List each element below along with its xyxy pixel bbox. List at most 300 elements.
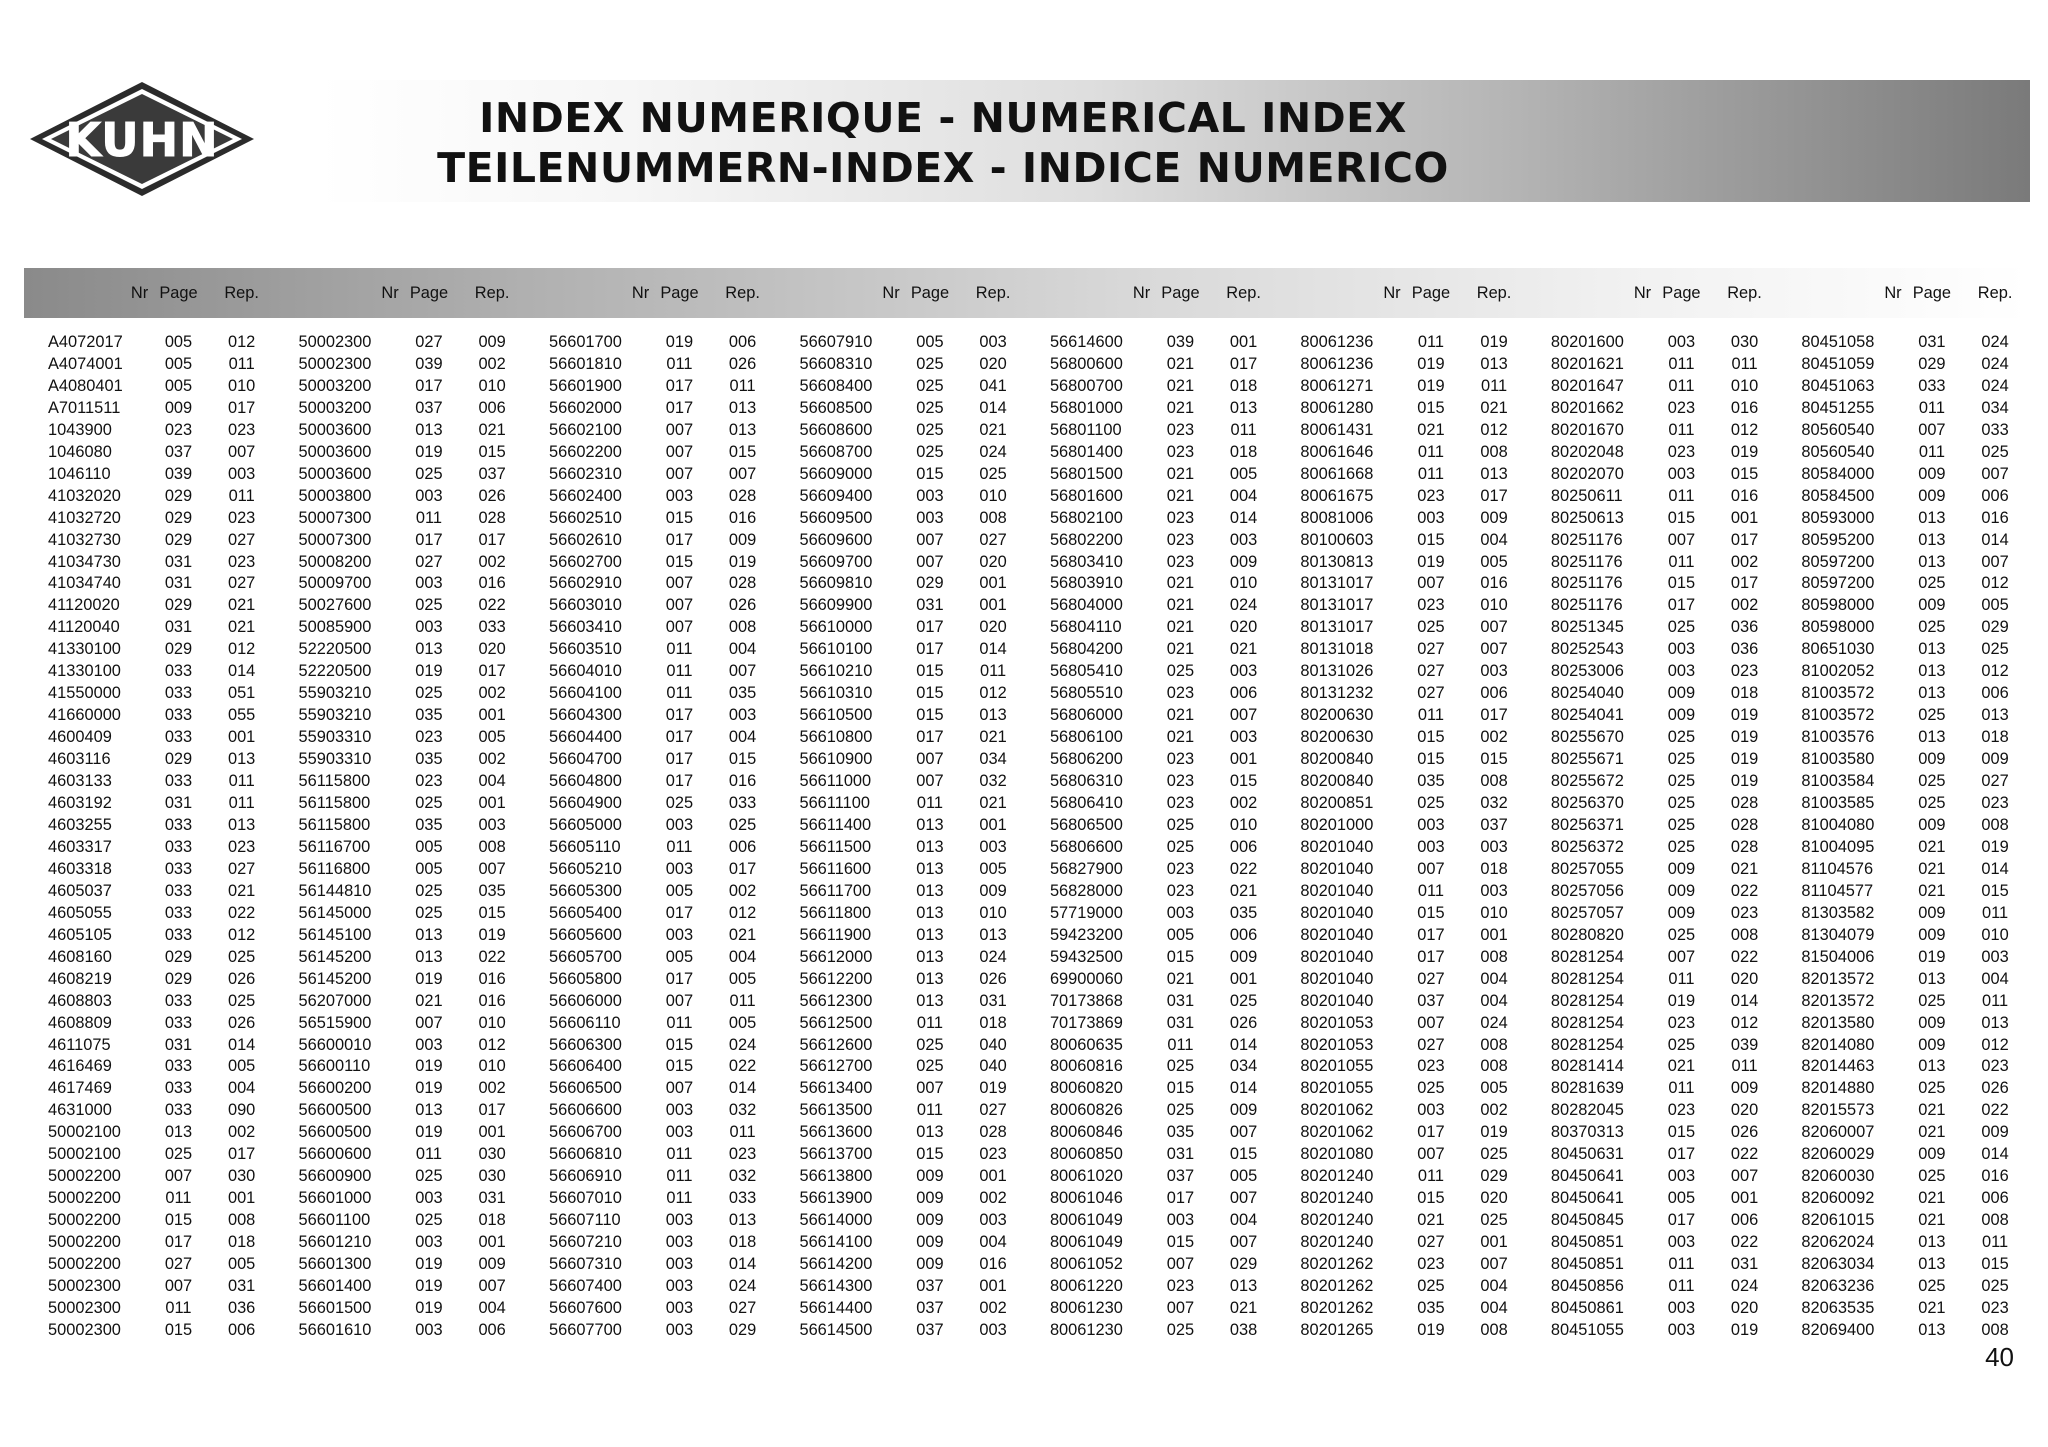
part-number-cell: 50002300 [298, 333, 372, 351]
rep-cell: 010 [1730, 376, 1759, 395]
rep-cell: 014 [1981, 859, 2009, 878]
page-cell: 013 [1918, 969, 1946, 988]
rep-cell: 028 [478, 508, 506, 527]
page-cell: 027 [1417, 1233, 1445, 1252]
part-number-cell: 80598000 [1801, 618, 1875, 637]
page-cell: 029 [164, 947, 193, 966]
part-number-cell: 56608700 [799, 442, 873, 461]
page-cell: 039 [415, 354, 443, 373]
page-cell: 007 [665, 991, 694, 1010]
page-cell: 021 [1417, 1211, 1445, 1230]
part-number-cell: 56144810 [298, 881, 372, 900]
part-number-cell: 1046080 [48, 442, 112, 461]
rep-cell: 035 [1229, 903, 1258, 922]
rep-cell: 006 [1981, 486, 2009, 505]
rep-cell: 022 [1730, 881, 1759, 900]
part-number-cell: 56828000 [1049, 881, 1123, 900]
part-number-cell: 56612600 [799, 1035, 873, 1054]
rep-cell: 014 [227, 1035, 256, 1054]
part-number-cell: A7011511 [48, 398, 121, 417]
rep-cell: 023 [227, 420, 256, 439]
page-cell: 025 [916, 376, 944, 395]
rep-cell: 011 [1982, 903, 2009, 922]
rep-cell: 004 [1229, 1211, 1258, 1230]
page-cell: 015 [916, 662, 944, 681]
part-number-cell: 4600409 [48, 728, 112, 747]
rep-cell: 007 [1229, 1123, 1258, 1142]
part-number-cell: 50002200 [48, 1255, 121, 1274]
rep-cell: 030 [1730, 333, 1759, 351]
part-number-cell: 80061271 [1300, 376, 1374, 395]
page-cell: 003 [1667, 464, 1696, 483]
rep-cell: 008 [1981, 815, 2009, 834]
page-cell: 007 [415, 1013, 443, 1032]
page-cell: 033 [164, 1079, 193, 1098]
part-number-cell: 56802200 [1049, 530, 1123, 549]
rep-cell: 022 [1730, 1145, 1759, 1164]
rep-cell: 003 [979, 1320, 1007, 1339]
rep-cell: 012 [1981, 574, 2009, 593]
page-cell: 017 [665, 903, 694, 922]
page-cell: 025 [1667, 772, 1696, 791]
page-cell: 025 [1166, 662, 1195, 681]
part-number-cell: 50007300 [298, 508, 372, 527]
rep-cell: 026 [1981, 1079, 2009, 1098]
part-number-cell: 56803910 [1049, 574, 1123, 593]
part-number-cell: 80200840 [1300, 772, 1374, 791]
page-cell: 019 [415, 662, 443, 681]
table-row [24, 881, 2028, 903]
page-cell: 015 [665, 1057, 694, 1076]
page-cell: 025 [1918, 618, 1946, 637]
part-number-cell: 56614500 [799, 1320, 873, 1339]
rep-cell: 015 [1480, 750, 1508, 769]
rep-cell: 020 [979, 618, 1007, 637]
part-number-cell: 50002100 [48, 1145, 121, 1164]
part-number-cell: 80060820 [1049, 1079, 1123, 1098]
rep-cell: 009 [1229, 552, 1258, 571]
rep-cell: 005 [1229, 464, 1258, 483]
page-cell: 019 [1417, 552, 1445, 571]
rep-cell: 006 [1229, 837, 1258, 856]
page-cell: 005 [916, 333, 944, 351]
rep-cell: 019 [728, 552, 757, 571]
rep-cell: 007 [478, 859, 506, 878]
rep-cell: 027 [227, 530, 256, 549]
table-row [24, 1232, 2028, 1254]
page-cell: 015 [665, 508, 694, 527]
page-cell: 029 [164, 486, 193, 505]
table-row [24, 859, 2028, 881]
part-number-cell: 80201662 [1550, 398, 1624, 417]
rep-cell: 007 [728, 464, 757, 483]
part-number-cell: 80593000 [1801, 508, 1875, 527]
part-number-cell: 56606700 [548, 1123, 622, 1142]
rep-cell: 021 [1480, 398, 1508, 417]
rep-cell: 014 [1730, 991, 1759, 1010]
rep-cell: 030 [478, 1145, 506, 1164]
part-number-cell: 56602700 [548, 552, 622, 571]
rep-cell: 026 [478, 486, 506, 505]
table-row [24, 815, 2028, 837]
rep-cell: 026 [1730, 1123, 1759, 1142]
rep-cell: 021 [1730, 859, 1759, 878]
rep-cell: 019 [1981, 837, 2009, 856]
rep-cell: 011 [980, 662, 1007, 681]
page-cell: 009 [164, 398, 193, 417]
page-cell: 033 [164, 815, 193, 834]
page-cell: 033 [164, 881, 193, 900]
page-cell: 013 [415, 1101, 443, 1120]
part-number-cell: 50003600 [298, 464, 372, 483]
page-cell: 029 [164, 508, 193, 527]
part-number-cell: 82069400 [1801, 1320, 1875, 1339]
part-number-cell: 82060092 [1801, 1189, 1875, 1208]
part-number-cell: 56614400 [799, 1298, 873, 1317]
rep-cell: 017 [227, 398, 256, 417]
page-cell: 009 [1918, 596, 1946, 615]
rep-cell: 031 [1730, 1255, 1759, 1274]
rep-cell: 003 [979, 1211, 1007, 1230]
rep-cell: 025 [227, 947, 256, 966]
rep-cell: 007 [1480, 640, 1508, 659]
page-cell: 017 [1417, 925, 1445, 944]
part-number-cell: 50002300 [48, 1298, 121, 1317]
page-cell: 015 [916, 1145, 944, 1164]
part-number-cell: 80201062 [1300, 1101, 1374, 1120]
page-cell: 023 [1667, 398, 1696, 417]
page-cell: 011 [1417, 881, 1444, 900]
page-cell: 021 [1918, 1101, 1946, 1120]
page-cell: 035 [415, 750, 443, 769]
rep-cell: 005 [478, 728, 506, 747]
part-number-cell: 50002300 [48, 1320, 121, 1339]
page-cell: 017 [1417, 947, 1445, 966]
part-number-cell: 56604900 [548, 794, 622, 813]
page-cell: 025 [1918, 1276, 1946, 1295]
page-cell: 023 [1417, 1057, 1445, 1076]
page-cell: 015 [164, 1320, 193, 1339]
part-number-cell: 4603133 [48, 772, 112, 791]
rep-cell: 012 [979, 684, 1007, 703]
column-header-page: Page [1662, 283, 1701, 302]
rep-cell: 008 [1480, 1320, 1508, 1339]
page-cell: 005 [1166, 925, 1195, 944]
rep-cell: 015 [1730, 464, 1759, 483]
part-number-cell: 56612000 [799, 947, 873, 966]
part-number-cell: 50002200 [48, 1189, 121, 1208]
part-number-cell: 80202070 [1550, 464, 1624, 483]
rep-cell: 022 [1229, 859, 1258, 878]
rep-cell: 009 [728, 530, 757, 549]
table-row [24, 947, 2028, 969]
rep-cell: 020 [478, 640, 506, 659]
page-cell: 025 [1667, 618, 1696, 637]
rep-cell: 008 [478, 837, 506, 856]
page-cell: 025 [1166, 1057, 1195, 1076]
page-cell: 023 [1166, 750, 1195, 769]
table-row [24, 639, 2028, 661]
rep-cell: 001 [478, 1233, 506, 1252]
part-number-cell: 80201040 [1300, 881, 1374, 900]
rep-cell: 032 [1480, 794, 1508, 813]
page-cell: 023 [1667, 442, 1696, 461]
rep-cell: 004 [1480, 969, 1508, 988]
rep-cell: 004 [227, 1079, 256, 1098]
rep-cell: 019 [979, 1079, 1007, 1098]
page-cell: 007 [665, 420, 694, 439]
table-row [24, 991, 2028, 1013]
page-cell: 003 [665, 1211, 694, 1230]
rep-cell: 018 [728, 1233, 757, 1252]
page-cell: 037 [916, 1298, 944, 1317]
part-number-cell: 56602510 [548, 508, 622, 527]
page-cell: 003 [415, 1233, 443, 1252]
rep-cell: 007 [1981, 464, 2009, 483]
page-cell: 013 [916, 859, 944, 878]
rep-cell: 004 [1981, 969, 2009, 988]
page-cell: 007 [1417, 574, 1445, 593]
part-number-cell: 56602000 [548, 398, 622, 417]
page-cell: 029 [164, 969, 193, 988]
rep-cell: 002 [979, 1189, 1007, 1208]
part-number-cell: 80201262 [1300, 1276, 1374, 1295]
part-number-cell: 80255670 [1550, 728, 1624, 747]
page-cell: 021 [1918, 881, 1946, 900]
rep-cell: 002 [478, 1079, 506, 1098]
page-cell: 021 [1166, 596, 1195, 615]
rep-cell: 037 [1480, 815, 1508, 834]
part-number-cell: 56602200 [548, 442, 622, 461]
rep-cell: 009 [979, 881, 1007, 900]
page-cell: 033 [164, 728, 193, 747]
page-cell: 011 [1668, 486, 1695, 505]
page-cell: 013 [916, 991, 944, 1010]
rep-cell: 025 [1981, 1276, 2009, 1295]
part-number-cell: 81003572 [1801, 706, 1875, 725]
table-row [24, 705, 2028, 727]
page-cell: 033 [164, 662, 193, 681]
rep-cell: 002 [1480, 728, 1508, 747]
rep-cell: 007 [227, 442, 256, 461]
part-number-cell: 80256372 [1550, 837, 1624, 856]
page-cell: 037 [164, 442, 193, 461]
rep-cell: 017 [728, 859, 757, 878]
rep-cell: 016 [1981, 1167, 2009, 1186]
part-number-cell: 56601000 [298, 1189, 372, 1208]
page-cell: 017 [1166, 1189, 1195, 1208]
part-number-cell: 80281254 [1550, 1013, 1624, 1032]
page-cell: 003 [1667, 1320, 1696, 1339]
part-number-cell: 56614000 [799, 1211, 873, 1230]
part-number-cell: 56604800 [548, 772, 622, 791]
page-cell: 003 [665, 925, 694, 944]
rep-cell: 007 [1229, 1189, 1258, 1208]
part-number-cell: 80597200 [1801, 574, 1875, 593]
part-number-cell: 4603116 [48, 750, 111, 769]
part-number-cell: 50002100 [48, 1123, 121, 1142]
part-number-cell: 80282045 [1550, 1101, 1624, 1120]
part-number-cell: 80251176 [1550, 530, 1623, 549]
rep-cell: 002 [1480, 1101, 1508, 1120]
table-header-row [24, 268, 2028, 318]
rep-cell: 008 [1480, 947, 1508, 966]
page-cell: 019 [415, 1057, 443, 1076]
table-row [24, 1056, 2028, 1078]
page-cell: 003 [1667, 1167, 1696, 1186]
table-row [24, 508, 2028, 530]
rep-cell: 001 [1229, 969, 1258, 988]
page-cell: 019 [1417, 1320, 1445, 1339]
page-cell: 011 [916, 1013, 944, 1032]
part-number-cell: 80100603 [1300, 530, 1374, 549]
part-number-cell: 80061280 [1300, 398, 1374, 417]
table-row [24, 1100, 2028, 1122]
page-cell: 003 [1166, 1211, 1195, 1230]
page-cell: 029 [916, 574, 944, 593]
rep-cell: 007 [728, 662, 757, 681]
rep-cell: 020 [979, 354, 1007, 373]
column-header-rep: Rep. [1727, 283, 1762, 302]
page-cell: 027 [164, 1255, 193, 1274]
part-number-cell: 80201040 [1300, 859, 1374, 878]
rep-cell: 021 [227, 618, 256, 637]
page-cell: 025 [1918, 991, 1946, 1010]
page-cell: 011 [666, 1189, 693, 1208]
page-cell: 025 [1918, 1079, 1946, 1098]
part-number-cell: 80281254 [1550, 969, 1624, 988]
page-cell: 021 [1166, 706, 1195, 725]
part-number-cell: 80451058 [1801, 333, 1875, 351]
page-cell: 031 [1166, 991, 1195, 1010]
rep-cell: 011 [729, 1123, 756, 1142]
part-number-cell: 56145200 [298, 969, 372, 988]
page-cell: 003 [1667, 1298, 1696, 1317]
rep-cell: 012 [227, 333, 256, 351]
part-number-cell: 56610210 [799, 662, 873, 681]
part-number-cell: 56608600 [799, 420, 873, 439]
part-number-cell: 80201647 [1550, 376, 1624, 395]
page-cell: 021 [1166, 728, 1195, 747]
rep-cell: 004 [728, 728, 757, 747]
part-number-cell: 56601900 [548, 376, 622, 395]
part-number-cell: 80202048 [1550, 442, 1624, 461]
part-number-cell: 56600110 [298, 1057, 371, 1076]
part-number-cell: 56612500 [799, 1013, 873, 1032]
page-cell: 025 [1918, 794, 1946, 813]
column-header-nr: Nr [1132, 283, 1151, 302]
page-cell: 009 [1667, 706, 1696, 725]
rep-cell: 013 [227, 750, 256, 769]
part-number-cell: 81504006 [1801, 947, 1875, 966]
part-number-cell: 81003584 [1801, 772, 1875, 791]
page-cell: 003 [415, 1035, 443, 1054]
rep-cell: 004 [1480, 991, 1508, 1010]
rep-cell: 033 [728, 794, 757, 813]
part-number-cell: 56801000 [1049, 398, 1123, 417]
page-cell: 019 [415, 1255, 443, 1274]
page-cell: 027 [1417, 640, 1445, 659]
page-cell: 013 [916, 903, 944, 922]
page-cell: 031 [164, 1035, 193, 1054]
rep-cell: 023 [227, 508, 256, 527]
rep-cell: 004 [728, 640, 757, 659]
rep-cell: 028 [728, 486, 757, 505]
rep-cell: 009 [1229, 947, 1258, 966]
part-number-cell: 56609600 [799, 530, 873, 549]
page-cell: 031 [1166, 1145, 1195, 1164]
part-number-cell: 4603255 [48, 815, 112, 834]
rep-cell: 006 [728, 333, 757, 351]
part-number-cell: 4631000 [48, 1101, 112, 1120]
rep-cell: 008 [1480, 1035, 1508, 1054]
rep-cell: 025 [1981, 640, 2009, 659]
part-number-cell: 56600900 [298, 1167, 372, 1186]
page-cell: 003 [665, 1276, 694, 1295]
rep-cell: 022 [478, 947, 506, 966]
rep-cell: 006 [1981, 684, 2009, 703]
page-cell: 013 [1918, 728, 1946, 747]
part-number-cell: 56806310 [1049, 772, 1123, 791]
page-cell: 015 [1166, 1079, 1195, 1098]
page-cell: 021 [1166, 464, 1195, 483]
rep-cell: 004 [728, 947, 757, 966]
rep-cell: 002 [227, 1123, 256, 1142]
page-cell: 009 [1918, 1145, 1946, 1164]
part-number-cell: 56806410 [1049, 794, 1123, 813]
rep-cell: 014 [979, 398, 1007, 417]
part-number-cell: 56801400 [1049, 442, 1123, 461]
page-cell: 037 [1417, 991, 1445, 1010]
page-cell: 009 [1667, 684, 1696, 703]
table-row [24, 1122, 2028, 1144]
part-number-cell: 56608400 [799, 376, 873, 395]
rep-cell: 029 [1480, 1167, 1508, 1186]
rep-cell: 019 [1480, 333, 1508, 351]
rep-cell: 008 [728, 618, 757, 637]
page-cell: 007 [916, 750, 944, 769]
part-number-cell: 56602610 [548, 530, 622, 549]
column-header-nr: Nr [1383, 283, 1401, 302]
rep-cell: 013 [227, 815, 256, 834]
page-cell: 025 [1667, 1035, 1696, 1054]
page-cell: 015 [1166, 1233, 1195, 1252]
part-number-cell: 80201240 [1300, 1233, 1374, 1252]
part-number-cell: 55903310 [298, 750, 372, 769]
rep-cell: 008 [1981, 1211, 2009, 1230]
part-number-cell: 80200840 [1300, 750, 1374, 769]
page-cell: 003 [415, 1320, 443, 1339]
part-number-cell: 80061049 [1049, 1233, 1123, 1252]
part-number-cell: 56604400 [548, 728, 622, 747]
part-number-cell: 56610100 [799, 640, 873, 659]
page-cell: 019 [1417, 354, 1445, 373]
rep-cell: 016 [478, 574, 506, 593]
page-cell: 009 [1918, 925, 1946, 944]
page-cell: 005 [415, 859, 443, 878]
rep-cell: 023 [1981, 1057, 2009, 1076]
rep-cell: 001 [979, 596, 1007, 615]
rep-cell: 010 [1480, 596, 1508, 615]
page-cell: 011 [666, 354, 693, 373]
part-number-cell: 56609700 [799, 552, 873, 571]
page-cell: 003 [916, 508, 944, 527]
rep-cell: 009 [1981, 750, 2009, 769]
rep-cell: 037 [478, 464, 506, 483]
page-cell: 031 [164, 794, 193, 813]
rep-cell: 018 [1229, 442, 1258, 461]
page-cell: 013 [916, 925, 944, 944]
